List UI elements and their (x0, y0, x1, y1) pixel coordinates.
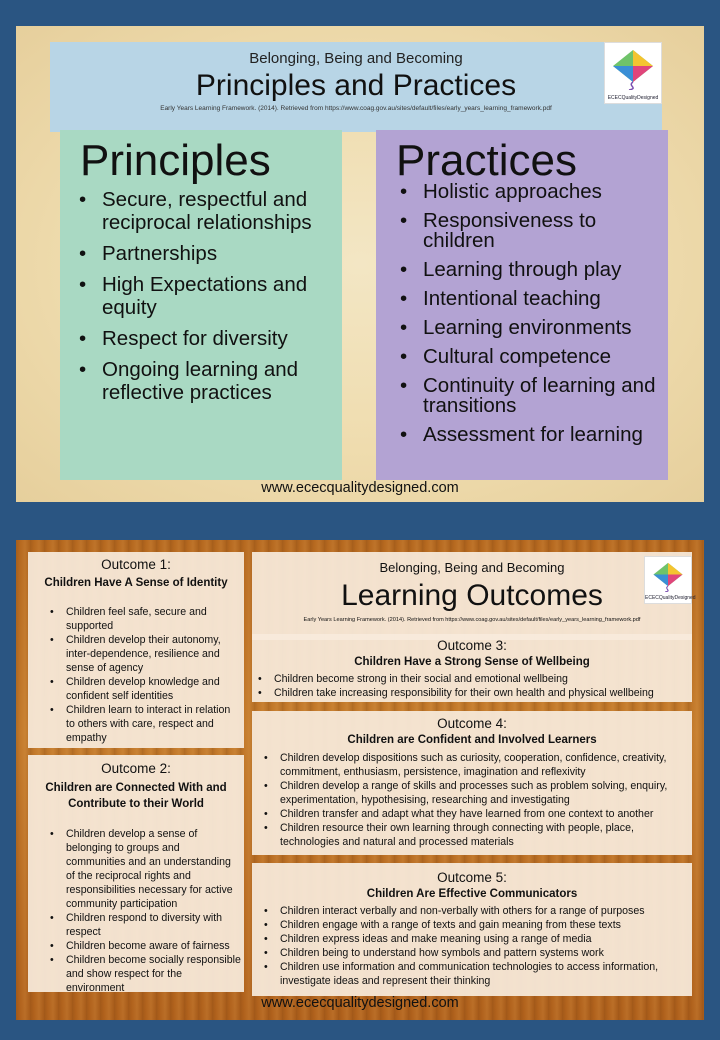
outcome-3-box (252, 634, 692, 702)
list-item: • Holistic approaches (423, 182, 663, 202)
learning-outcomes-slide (16, 540, 704, 1020)
outcome-4-box (252, 711, 692, 855)
outcome-list (66, 827, 242, 995)
list-item: • Children become strong in their social and emotional wellbeing (274, 672, 688, 686)
footer-url: www.ececqualitydesigned.com (261, 995, 459, 1011)
principles-heading: Principles (80, 136, 271, 185)
outcome-1-box (28, 552, 244, 748)
outcome-2-box (28, 755, 244, 992)
outcome-subtitle: Children Are Effective Communicators (366, 888, 578, 900)
outcome-subtitle: Children Have A Sense of Identity (44, 577, 228, 589)
logo-caption: ECECQualityDesigned (645, 595, 696, 601)
list-item: • Children develop knowledge and confident self identities (66, 675, 242, 703)
list-item: • Partnerships (102, 242, 332, 265)
list-item: • Learning through play (423, 260, 663, 280)
kite-logo-icon (604, 42, 662, 104)
page-title: Learning Outcomes (341, 579, 603, 612)
list-item: • Children develop dispositions such as curiosity, cooperation, confidence, creativity, commitment, enthusiasm, persistence, imagination and reflexivity (280, 751, 690, 779)
practices-column (376, 130, 668, 480)
citation: Early Years Learning Framework. (2014). Retrieved from https://www.coag.gov.au/sites/default/files/early_years_learning_framework.pdf (160, 105, 552, 112)
list-item: • High Expectations and equity (102, 273, 332, 319)
outcome-title: Outcome 1: (101, 557, 171, 572)
kite-logo-icon (644, 556, 696, 604)
list-item: • Continuity of learning and transitions (423, 376, 663, 416)
list-item: • Cultural competence (423, 347, 663, 367)
outcome-list (66, 605, 242, 745)
outcome-5-box (252, 863, 692, 996)
principles-column (60, 130, 342, 480)
practices-list (423, 182, 663, 454)
list-item: • Children develop a range of skills and processes such as problem solving, enquiry, experimentation, hypothesising, researching and investigating (280, 779, 690, 807)
outcome-title: Outcome 3: (437, 638, 507, 653)
outcome-list (280, 751, 690, 849)
list-item: • Children transfer and adapt what they have learned from one context to another (280, 807, 690, 821)
list-item: • Children develop their autonomy, inter-dependence, resilience and sense of agency (66, 633, 242, 675)
banner-kicker: Belonging, Being and Becoming (249, 50, 463, 67)
title-banner (252, 552, 696, 640)
list-item: • Children being to understand how symbols and pattern systems work (280, 946, 690, 960)
list-item: • Children engage with a range of texts and gain meaning from these texts (280, 918, 690, 932)
list-item: • Children become socially responsible and show respect for the environment (66, 953, 242, 995)
outcome-title: Outcome 2: (101, 761, 171, 776)
outcome-list (274, 672, 688, 700)
list-item: • Learning environments (423, 318, 663, 338)
logo-caption: ECECQualityDesigned (607, 95, 659, 101)
list-item: • Children learn to interact in relation to others with care, respect and empathy (66, 703, 242, 745)
list-item: • Intentional teaching (423, 289, 663, 309)
outcome-title: Outcome 4: (437, 716, 507, 731)
footer-url: www.ececqualitydesigned.com (261, 480, 459, 496)
outcome-title: Outcome 5: (437, 870, 507, 885)
list-item: • Children use information and communication technologies to access information, investigate ideas and represent their thinking (280, 960, 690, 988)
list-item: • Ongoing learning and reflective practices (102, 358, 332, 404)
outcome-list (280, 904, 690, 988)
title-banner (50, 42, 662, 132)
list-item: • Children become aware of fairness (66, 939, 242, 953)
citation: Early Years Learning Framework. (2014). Retrieved from https://www.coag.gov.au/sites/default/files/early_years_learning_framework.pdf (303, 617, 641, 623)
principles-list (102, 188, 332, 412)
practices-heading: Practices (396, 136, 577, 185)
banner-kicker: Belonging, Being and Becoming (379, 560, 565, 575)
outcome-subtitle: Children are Connected With and Contribute to their World (45, 782, 227, 810)
list-item: • Children express ideas and make meaning using a range of media (280, 932, 690, 946)
page-title: Principles and Practices (195, 69, 517, 102)
list-item: • Children develop a sense of belonging to groups and communities and an understanding of the reciprocal rights and responsibilities necessary for active community participation (66, 827, 242, 911)
list-item: • Children resource their own learning through connecting with people, place, technologies and natural and processed materials (280, 821, 690, 849)
list-item: • Children take increasing responsibility for their own health and physical wellbeing (274, 686, 688, 700)
list-item: • Secure, respectful and reciprocal relationships (102, 188, 332, 234)
principles-practices-slide (16, 26, 704, 502)
list-item: • Children feel safe, secure and supported (66, 605, 242, 633)
list-item: • Children interact verbally and non-verbally with others for a range of purposes (280, 904, 690, 918)
list-item: • Assessment for learning (423, 425, 663, 445)
list-item: • Responsiveness to children (423, 211, 663, 251)
list-item: • Children respond to diversity with respect (66, 911, 242, 939)
outcome-subtitle: Children are Confident and Involved Learners (347, 734, 597, 746)
outcome-subtitle: Children Have a Strong Sense of Wellbeing (354, 656, 590, 668)
list-item: • Respect for diversity (102, 327, 332, 350)
